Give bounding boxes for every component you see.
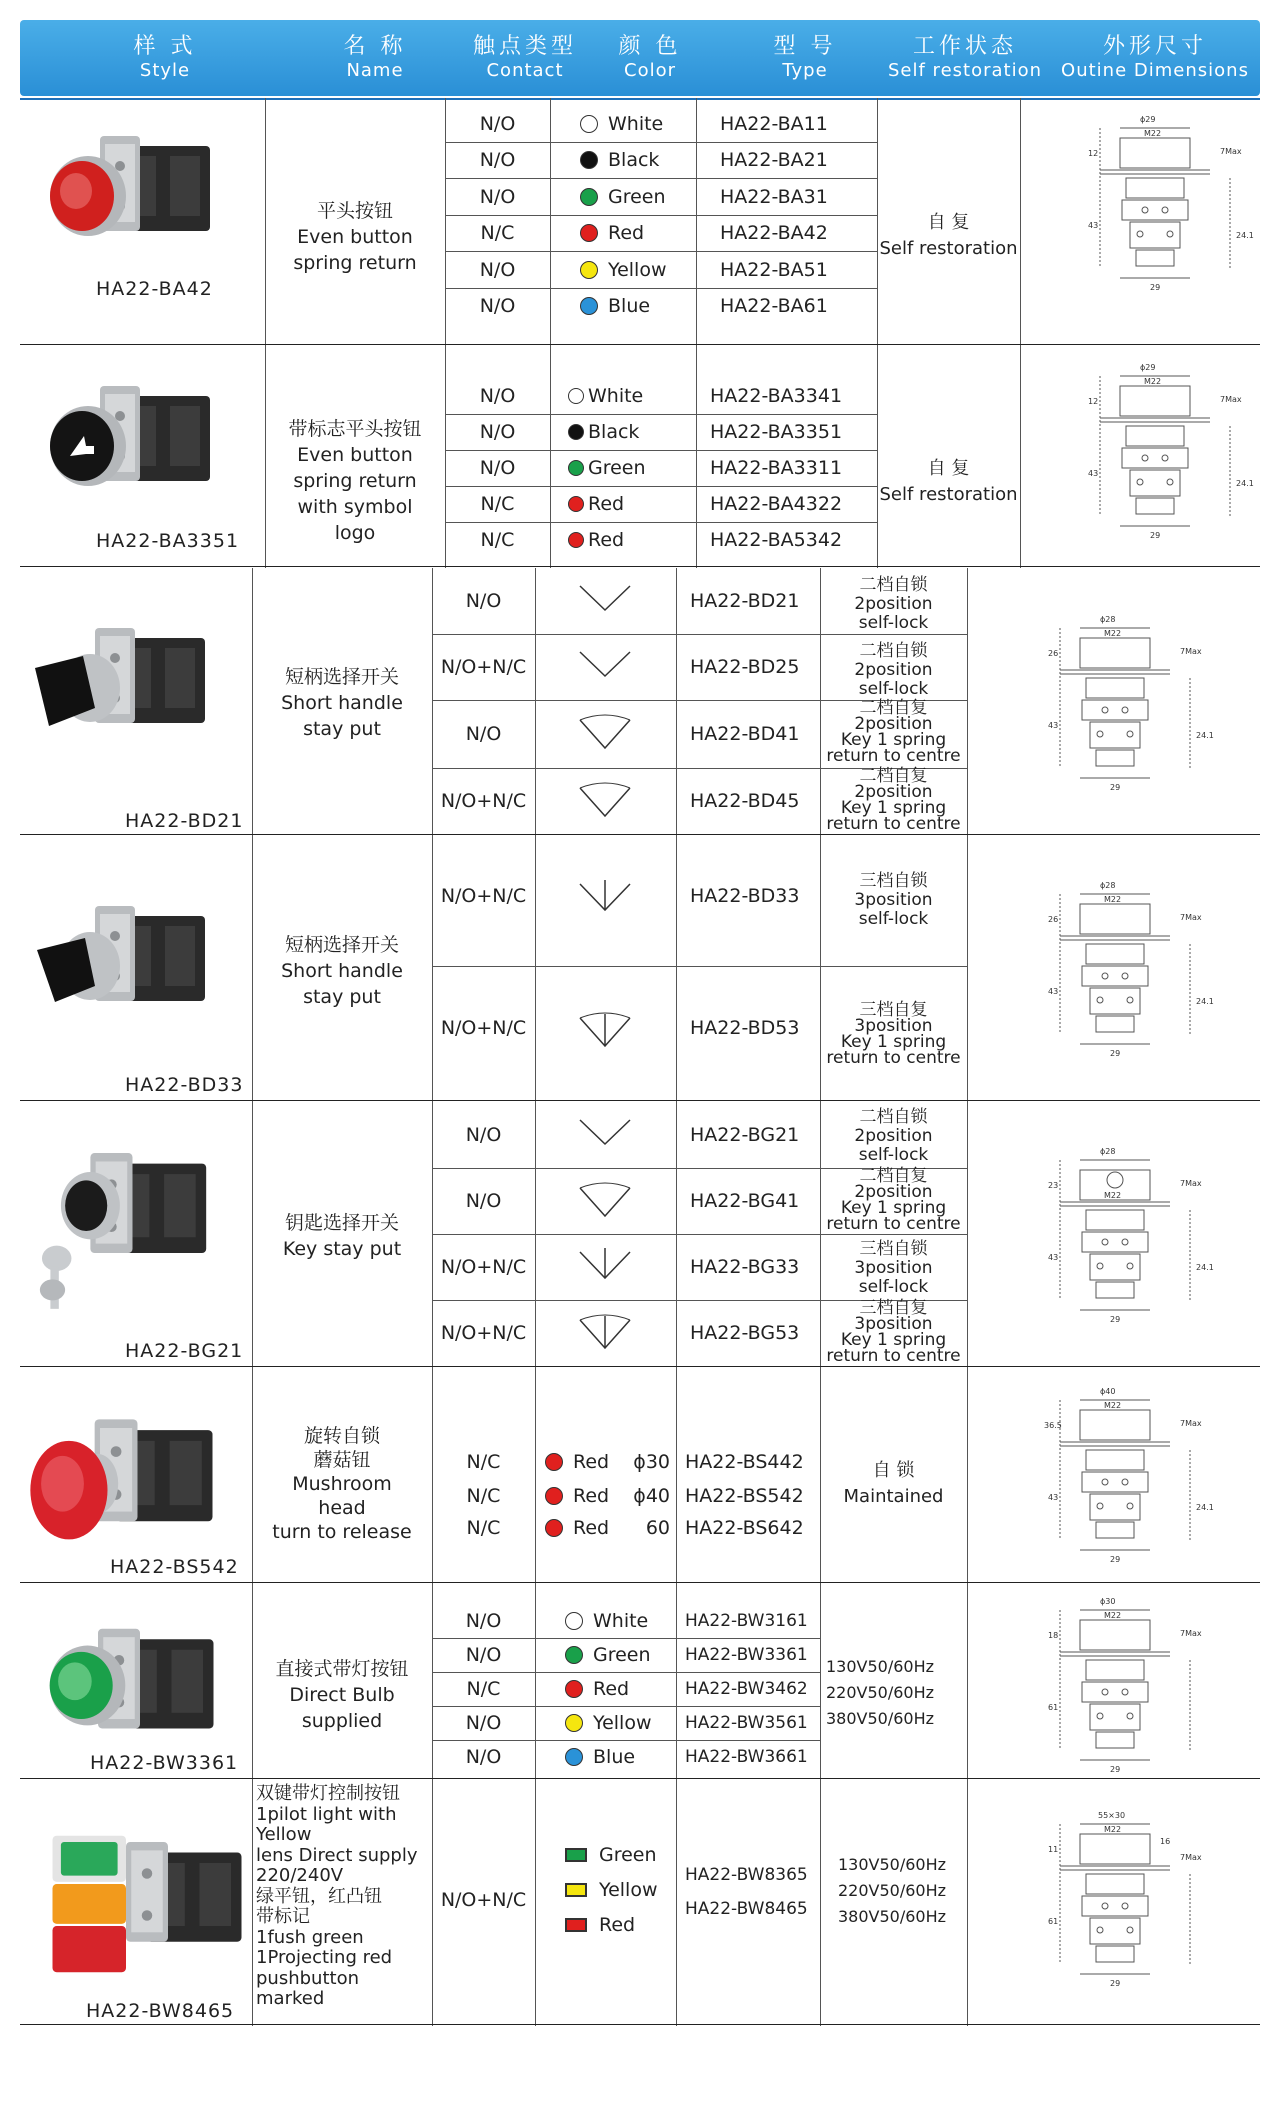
contact-cell: N/O+N/C [440, 885, 527, 907]
svg-text:M22: M22 [1144, 377, 1162, 386]
type-cell: HA22-BW3361 [685, 1645, 808, 1665]
svg-text:61: 61 [1048, 1703, 1059, 1712]
svg-text:ϕ29: ϕ29 [1140, 115, 1156, 124]
voltage-list: 130V50/60Hz 220V50/60Hz 380V50/60Hz [826, 1657, 935, 1728]
svg-text:M22: M22 [1104, 1401, 1122, 1410]
dimension-drawing [1020, 1804, 1220, 1994]
type-cell: HA22-BA3351 [710, 421, 843, 443]
type-cell: HA22-BW3161 [685, 1611, 808, 1631]
blue-dot-icon [565, 1748, 583, 1766]
white-dot-icon [565, 1612, 583, 1630]
i-symbol-icon [568, 460, 584, 476]
contact-cell: N/O [465, 590, 502, 612]
arrow-symbol-icon [568, 388, 584, 404]
contact-cell: N/O+N/C [440, 1256, 527, 1278]
section-ba42 [20, 98, 1260, 346]
color-cell: White [568, 378, 643, 414]
svg-text:43: 43 [1088, 221, 1099, 230]
color-cell: Green [565, 1838, 657, 1872]
svg-text:29: 29 [1110, 1315, 1121, 1324]
type-cell: HA22-BA4322 [710, 493, 843, 515]
y-position-icon [575, 876, 635, 922]
header-type: 型 号 Type [773, 34, 837, 81]
svg-text:ϕ30: ϕ30 [1100, 1597, 1116, 1606]
yellow-dot-icon [565, 1714, 583, 1732]
color-cell: Green [568, 450, 646, 486]
product-photo-bd21 [30, 608, 240, 758]
contact-cell: N/C [480, 493, 515, 515]
section-bw8465 [20, 1780, 1260, 2026]
red-dot-icon [565, 1680, 583, 1698]
red-dot-icon [545, 1519, 563, 1537]
type-cell: HA22-BD25 [690, 656, 800, 678]
svg-text:12: 12 [1088, 149, 1099, 158]
type-cell: HA22-BD53 [690, 1017, 800, 1039]
svg-text:7Max: 7Max [1220, 395, 1242, 404]
svg-text:ϕ28: ϕ28 [1100, 1147, 1116, 1156]
color-cell: Green [565, 1638, 651, 1672]
svg-text:24.1: 24.1 [1196, 1263, 1214, 1272]
color-cell: Red [565, 1672, 629, 1706]
stop-symbol-icon [568, 532, 584, 548]
v-position-icon [575, 1112, 635, 1152]
state-label: 自 复 Self restoration [879, 458, 1018, 505]
black-dot-icon [580, 151, 598, 169]
green-dot-icon [580, 188, 598, 206]
svg-text:7Max: 7Max [1220, 147, 1242, 156]
header-dims: 外形尺寸 Outine Dimensions [1061, 34, 1249, 81]
svg-text:29: 29 [1110, 1979, 1121, 1988]
type-cell: HA22-BW3462 [685, 1679, 808, 1699]
type-cell: HA22-BA5342 [710, 529, 843, 551]
contact-cell: N/O [479, 295, 516, 317]
product-photo-bg21 [25, 1132, 240, 1332]
state-label: 二档自锁 2position self-lock [854, 641, 933, 699]
color-cell: Red [568, 486, 624, 522]
svg-text:29: 29 [1110, 1555, 1121, 1564]
model-label: HA22-BA42 [96, 278, 213, 300]
type-cell: HA22-BG41 [690, 1190, 800, 1212]
svg-text:26: 26 [1048, 915, 1059, 924]
svg-text:M22: M22 [1104, 1191, 1122, 1200]
svg-text:ϕ40: ϕ40 [1100, 1387, 1116, 1396]
dimension-drawing [1020, 1380, 1220, 1570]
svg-text:43: 43 [1048, 721, 1059, 730]
header-style: 样 式 Style [133, 34, 197, 81]
type-cell: HA22-BA11 [720, 113, 828, 135]
table-header [20, 20, 1260, 96]
state-label: 自 复 Self restoration [879, 212, 1018, 259]
state-label: 二档自锁 2position self-lock [854, 1107, 933, 1165]
svg-text:18: 18 [1048, 1631, 1059, 1640]
state-label: 三档自复 3position Key 1 spring return to centre [826, 1000, 961, 1068]
svg-text:M22: M22 [1104, 629, 1122, 638]
svg-text:43: 43 [1088, 469, 1099, 478]
state-label: 自 锁 Maintained [843, 1460, 944, 1507]
type-cell: HA22-BW8365 [685, 1865, 808, 1885]
section-bs542 [20, 1368, 1260, 1584]
section-bw3361 [20, 1584, 1260, 1780]
contact-cell: N/O [479, 421, 516, 443]
y-arc-position-icon [575, 1310, 635, 1356]
type-cell: HA22-BA21 [720, 149, 828, 171]
dimension-drawing [1020, 1140, 1220, 1330]
color-cell: Green [580, 178, 666, 215]
type-cell: HA22-BS642 [685, 1517, 804, 1539]
color-cell: Yellow [580, 251, 667, 288]
type-cell: HA22-BD33 [690, 885, 800, 907]
color-cell: Yellow [565, 1873, 658, 1907]
yellow-dot-icon [580, 261, 598, 279]
type-cell: HA22-BW3561 [685, 1713, 808, 1733]
product-name: 钥匙选择开关 Key stay put [282, 1212, 402, 1260]
type-cell: HA22-BG53 [690, 1322, 800, 1344]
contact-cell: N/O [465, 723, 502, 745]
color-cell: White [580, 106, 663, 142]
product-photo-bw3361 [35, 1606, 245, 1746]
product-photo-ba42 [40, 116, 240, 266]
dimension-drawing [1060, 356, 1260, 546]
type-cell: HA22-BA42 [720, 222, 828, 244]
svg-text:29: 29 [1150, 283, 1161, 292]
v-arc-position-icon [575, 710, 635, 756]
product-photo-ba3351 [40, 366, 240, 516]
contact-cell: N/C [480, 222, 515, 244]
contact-cell: N/O+N/C [440, 1889, 527, 1911]
svg-text:7Max: 7Max [1180, 1419, 1202, 1428]
type-cell: HA22-BA31 [720, 185, 828, 208]
model-label: HA22-BD21 [125, 810, 244, 832]
svg-text:24.1: 24.1 [1196, 997, 1214, 1006]
color-cell: Red [565, 1908, 635, 1942]
svg-text:29: 29 [1110, 1765, 1121, 1774]
product-name: 短柄选择开关 Short handle stay put [281, 934, 403, 1008]
color-cell: Red [580, 215, 644, 251]
svg-text:7Max: 7Max [1180, 1179, 1202, 1188]
model-label: HA22-BW8465 [86, 2000, 235, 2022]
type-cell: HA22-BA3311 [710, 457, 843, 479]
contact-cell: N/O [479, 149, 516, 171]
color-cell: Red 60 [545, 1512, 670, 1544]
svg-text:23: 23 [1048, 1181, 1059, 1190]
o-symbol-icon [568, 496, 584, 512]
dimension-drawing [1020, 608, 1220, 798]
svg-text:ϕ29: ϕ29 [1140, 363, 1156, 372]
state-label: 二档自复 2position Key 1 spring return to centre [826, 698, 961, 766]
product-name: 旋转自锁 蘑菇钮 Mushroom head turn to release [272, 1425, 412, 1543]
type-cell: HA22-BS542 [685, 1485, 804, 1507]
section-bd33 [20, 836, 1260, 1102]
type-cell: HA22-BD41 [690, 723, 800, 745]
model-label: HA22-BD33 [125, 1074, 244, 1096]
blue-dot-icon [580, 297, 598, 315]
red-square-icon [565, 1918, 587, 1932]
y-position-icon [575, 1244, 635, 1290]
green-dot-icon [565, 1646, 583, 1664]
contact-cell: N/O [465, 1746, 502, 1768]
color-cell: Blue [565, 1740, 635, 1774]
product-name: 带标志平头按钮 Even button spring return with symbol logo [288, 418, 422, 544]
contact-cell: N/O [465, 1610, 502, 1632]
state-label: 二档自锁 2position self-lock [854, 575, 933, 633]
svg-text:M22: M22 [1104, 1825, 1122, 1834]
svg-text:M22: M22 [1144, 129, 1162, 138]
product-name: 平头按钮 Even button spring return [293, 200, 417, 274]
arrow-symbol-icon [568, 424, 584, 440]
section-ba3351 [20, 346, 1260, 568]
contact-cell: N/O [479, 457, 516, 479]
red-dot-icon [580, 224, 598, 242]
type-cell: HA22-BS442 [685, 1451, 804, 1473]
red-dot-icon [545, 1453, 563, 1471]
model-label: HA22-BW3361 [90, 1752, 239, 1774]
svg-text:7Max: 7Max [1180, 647, 1202, 656]
model-label: HA22-BS542 [110, 1556, 239, 1578]
color-cell: Yellow [565, 1706, 652, 1740]
type-cell: HA22-BA51 [720, 258, 828, 281]
green-square-icon [565, 1848, 587, 1862]
dimension-drawing [1060, 108, 1260, 298]
contact-cell: N/O [465, 1124, 502, 1146]
product-photo-bw8465 [42, 1820, 252, 1990]
yellow-square-icon [565, 1883, 587, 1897]
type-cell: HA22-BD45 [690, 790, 800, 812]
svg-text:24.1: 24.1 [1236, 479, 1254, 488]
state-label: 二档自复 2position Key 1 spring return to centre [826, 766, 961, 834]
color-cell: Black [568, 414, 639, 450]
svg-text:29: 29 [1110, 783, 1121, 792]
color-cell: Red ϕ40 [545, 1480, 670, 1512]
svg-text:43: 43 [1048, 1493, 1059, 1502]
red-dot-icon [545, 1487, 563, 1505]
color-cell: Blue [580, 288, 650, 324]
svg-text:24.1: 24.1 [1196, 731, 1214, 740]
contact-cell: N/O [465, 1644, 502, 1666]
type-cell: HA22-BA3341 [710, 385, 843, 407]
v-arc-position-icon [575, 1178, 635, 1224]
color-cell: Red [568, 522, 624, 558]
contact-cell: N/C [466, 1485, 501, 1507]
contact-cell: N/O [479, 258, 516, 281]
contact-cell: N/O [479, 185, 516, 208]
svg-text:7Max: 7Max [1180, 1629, 1202, 1638]
v-arc-position-icon [575, 778, 635, 824]
type-cell: HA22-BD21 [690, 590, 800, 612]
contact-cell: N/O [479, 113, 516, 135]
color-cell: Red ϕ30 [545, 1446, 670, 1478]
svg-text:55×30: 55×30 [1098, 1811, 1126, 1820]
header-contact: 触点类型 Contact [472, 34, 577, 81]
model-label: HA22-BA3351 [96, 530, 240, 552]
svg-text:7Max: 7Max [1180, 913, 1202, 922]
v-position-icon [575, 578, 635, 618]
dimension-drawing [1020, 874, 1220, 1064]
contact-cell: N/C [480, 529, 515, 551]
contact-cell: N/O+N/C [440, 790, 527, 812]
contact-cell: N/O [479, 385, 516, 407]
svg-text:24.1: 24.1 [1236, 231, 1254, 240]
svg-text:16: 16 [1160, 1837, 1171, 1846]
svg-text:43: 43 [1048, 987, 1059, 996]
svg-text:29: 29 [1150, 531, 1161, 540]
section-bd21 [20, 568, 1260, 836]
contact-cell: N/O [465, 1712, 502, 1734]
type-cell: HA22-BW8465 [685, 1899, 808, 1919]
color-cell: White [565, 1604, 648, 1638]
svg-text:ϕ28: ϕ28 [1100, 881, 1116, 890]
type-cell: HA22-BG33 [690, 1256, 800, 1278]
svg-text:61: 61 [1048, 1917, 1059, 1926]
svg-text:M22: M22 [1104, 1611, 1122, 1620]
product-photo-bd33 [30, 886, 240, 1036]
type-cell: HA22-BA61 [720, 295, 828, 317]
svg-text:7Max: 7Max [1180, 1853, 1202, 1862]
svg-text:29: 29 [1110, 1049, 1121, 1058]
svg-text:26: 26 [1048, 649, 1059, 658]
svg-text:11: 11 [1048, 1845, 1059, 1854]
product-photo-bs542 [30, 1398, 245, 1548]
header-state: 工作状态 Self restoration [888, 34, 1042, 81]
contact-cell: N/O+N/C [440, 1017, 527, 1039]
state-label: 二档自复 2position Key 1 spring return to centre [826, 1166, 961, 1234]
voltage-list: 130V50/60Hz 220V50/60Hz 380V50/60Hz [838, 1855, 947, 1926]
white-dot-icon [580, 115, 598, 133]
contact-cell: N/C [466, 1678, 501, 1700]
svg-text:ϕ28: ϕ28 [1100, 615, 1116, 624]
contact-cell: N/O+N/C [440, 1322, 527, 1344]
svg-text:24.1: 24.1 [1196, 1503, 1214, 1512]
svg-text:M22: M22 [1104, 895, 1122, 904]
product-name: 双键带灯控制按钮 1pilot light with Yellow lens Direct supply 220/240V 绿平钮，红凸钮 带标记 1fush green 1Projecting red pushbutton marked [256, 1783, 418, 2009]
product-name: 直接式带灯按钮 Direct Bulb supplied [275, 1658, 409, 1732]
contact-cell: N/O [465, 1190, 502, 1212]
type-cell: HA22-BW3661 [685, 1747, 808, 1767]
contact-cell: N/C [466, 1451, 501, 1473]
section-bg21 [20, 1102, 1260, 1368]
type-cell: HA22-BG21 [690, 1124, 800, 1146]
state-label: 三档自锁 3position self-lock [854, 1239, 933, 1297]
color-cell: Black [580, 142, 659, 178]
svg-text:43: 43 [1048, 1253, 1059, 1262]
v-position-icon [575, 644, 635, 684]
state-label: 三档自复 3position Key 1 spring return to centre [826, 1298, 961, 1366]
header-color: 颜 色 Color [618, 34, 682, 81]
model-label: HA22-BG21 [125, 1340, 244, 1362]
header-name: 名 称 Name [343, 34, 407, 81]
svg-text:36.5: 36.5 [1044, 1421, 1062, 1430]
dimension-drawing [1020, 1590, 1220, 1780]
contact-cell: N/O+N/C [440, 656, 527, 678]
state-label: 三档自锁 3position self-lock [854, 871, 933, 929]
product-name: 短柄选择开关 Short handle stay put [281, 666, 403, 740]
contact-cell: N/C [466, 1517, 501, 1539]
svg-text:12: 12 [1088, 397, 1099, 406]
y-arc-position-icon [575, 1008, 635, 1054]
